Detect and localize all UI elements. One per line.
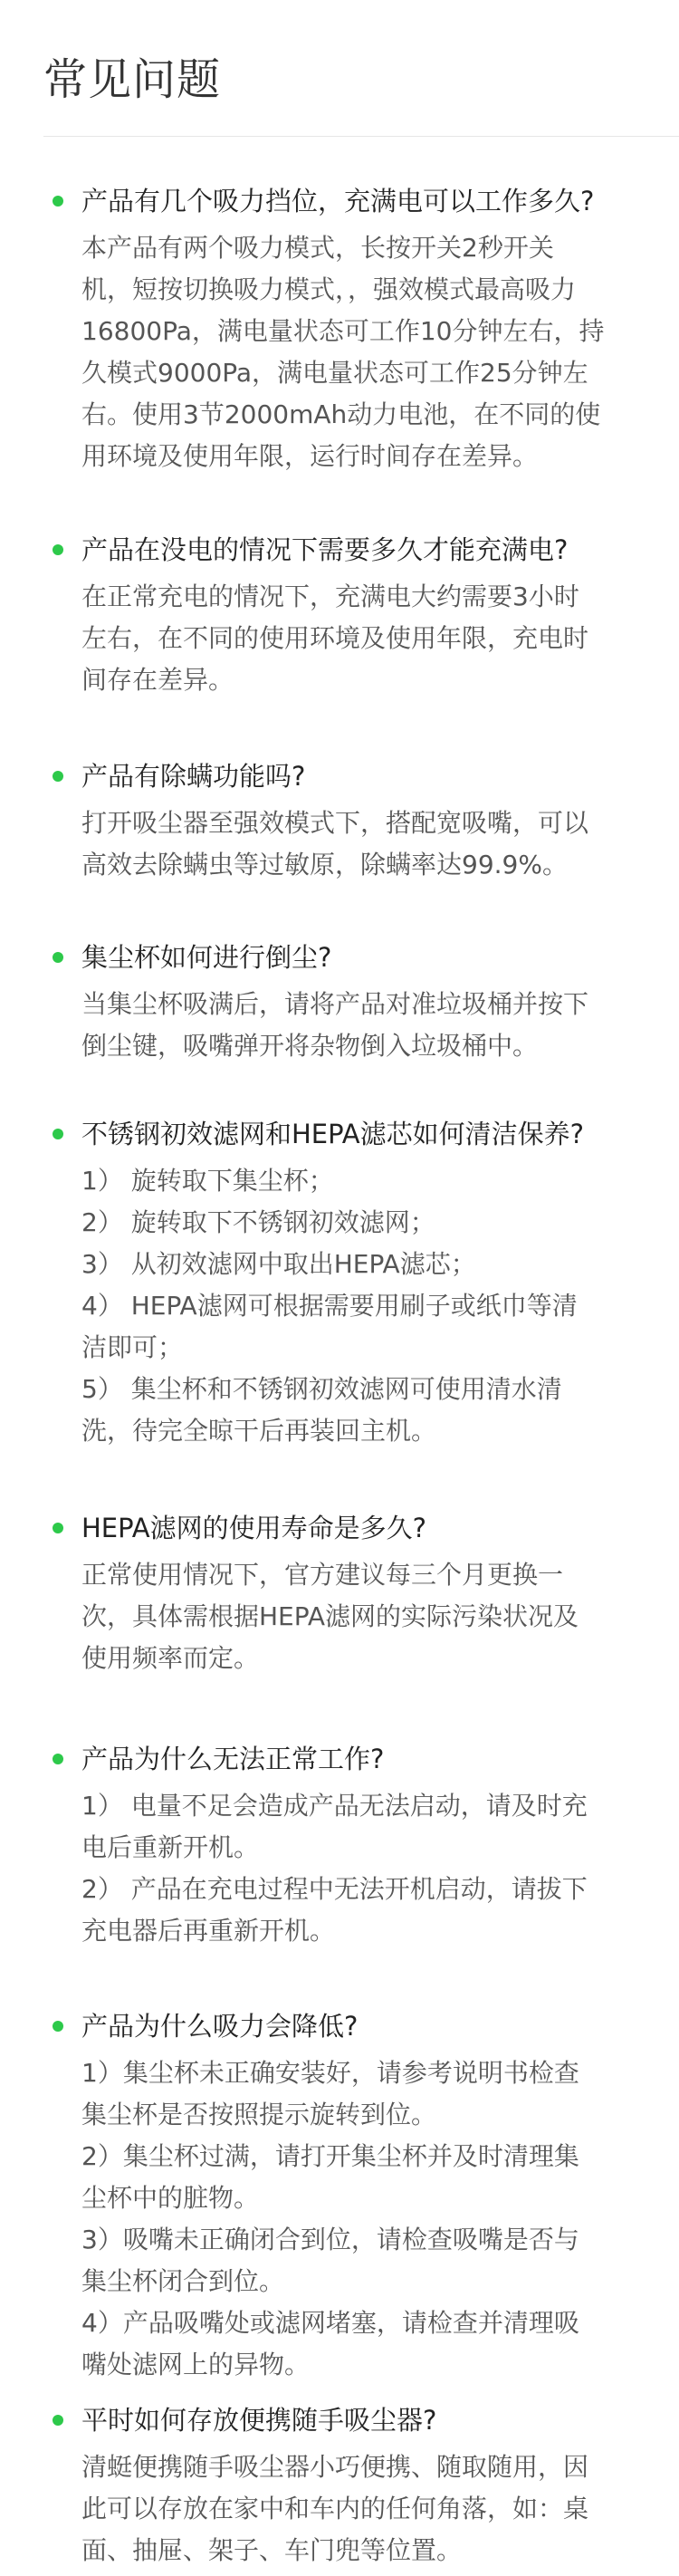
green-dot-icon bbox=[53, 1129, 63, 1139]
faq-question-row bbox=[0, 2396, 679, 2446]
faq-answer-line: 用环境及使用年限，运行时间存在差异。 bbox=[81, 441, 539, 471]
green-dot-icon bbox=[53, 1754, 63, 1764]
faq-item bbox=[0, 177, 679, 477]
faq-question-row bbox=[0, 525, 679, 576]
faq-answer-line: 嘴处滤网上的异物。 bbox=[81, 2350, 311, 2379]
faq-answer-line: 2）集尘杯过满，请打开集尘杯并及时清理集 bbox=[81, 2141, 579, 2171]
faq-answer-line: 1）集尘杯未正确安装好，请参考说明书检查 bbox=[81, 2058, 579, 2088]
faq-answer-line: 高效去除螨虫等过敏原，除螨率达99.9%。 bbox=[81, 850, 568, 879]
faq-answer-line: 3）吸嘴未正确闭合到位，请检查吸嘴是否与 bbox=[81, 2225, 579, 2254]
faq-answer-line: 机，短按切换吸力模式，，强效模式最高吸力 bbox=[81, 274, 577, 304]
green-dot-icon bbox=[53, 2021, 63, 2032]
faq-item bbox=[0, 1735, 679, 1952]
green-dot-icon bbox=[53, 771, 63, 782]
faq-answer-line: 倒尘键，吸嘴弹开将杂物倒入垃圾桶中。 bbox=[81, 1031, 539, 1061]
faq-question: 产品有几个吸力挡位，充满电可以工作多久? bbox=[81, 186, 595, 216]
faq-answer-line: 间存在差异。 bbox=[81, 665, 234, 695]
faq-question: 产品有除螨功能吗? bbox=[81, 761, 306, 792]
faq-question-row bbox=[0, 752, 679, 803]
faq-item bbox=[0, 933, 679, 1067]
green-dot-icon bbox=[53, 2415, 63, 2426]
faq-answer-line: 3） 从初效滤网中取出HEPA滤芯； bbox=[81, 1249, 476, 1279]
faq-question: 不锈钢初效滤网和HEPA滤芯如何清洁保养? bbox=[81, 1119, 584, 1149]
faq-answer-line: 面、抽屉、架子、车门兜等位置。 bbox=[81, 2535, 463, 2565]
faq-answer bbox=[81, 803, 643, 886]
faq-answer-line: 久模式9000Pa，满电量状态可工作25分钟左 bbox=[81, 358, 588, 388]
faq-answer-line: 洁即可； bbox=[81, 1332, 184, 1362]
faq-item bbox=[0, 1110, 679, 1452]
faq-answer-line: 在正常充电的情况下，充满电大约需要3小时 bbox=[81, 582, 579, 611]
faq-question-row bbox=[0, 1504, 679, 1554]
faq-answer-line: 本产品有两个吸力模式，长按开关2秒开关 bbox=[81, 233, 554, 263]
faq-answer bbox=[81, 1160, 643, 1452]
faq-question-row bbox=[0, 2002, 679, 2052]
faq-item bbox=[0, 1504, 679, 1679]
faq-answer-line: 左右，在不同的使用环境及使用年限，充电时 bbox=[81, 623, 589, 653]
faq-answer-line: 尘杯中的脏物。 bbox=[81, 2183, 260, 2213]
faq-answer-line: 4）产品吸嘴处或滤网堵塞，请检查并清理吸 bbox=[81, 2308, 579, 2338]
faq-answer-line: 2） 旋转取下不锈钢初效滤网； bbox=[81, 1207, 435, 1237]
faq-answer-line: 1） 旋转取下集尘杯； bbox=[81, 1166, 334, 1196]
faq-question: 产品为什么无法正常工作? bbox=[81, 1744, 385, 1774]
page-title: 常见问题 bbox=[43, 54, 222, 105]
faq-answer-line: 使用频率而定。 bbox=[81, 1643, 260, 1673]
faq-answer bbox=[81, 227, 643, 477]
faq-item bbox=[0, 525, 679, 701]
faq-answer-line: 打开吸尘器至强效模式下，搭配宽吸嘴，可以 bbox=[81, 808, 589, 838]
faq-answer bbox=[81, 1785, 643, 1952]
green-dot-icon bbox=[53, 952, 63, 963]
faq-question: 产品在没电的情况下需要多久才能充满电? bbox=[81, 534, 569, 565]
faq-answer bbox=[81, 2446, 643, 2571]
faq-question-row bbox=[0, 1735, 679, 1785]
faq-answer-line: 次，具体需根据HEPA滤网的实际污染状况及 bbox=[81, 1601, 579, 1631]
faq-answer-line: 5） 集尘杯和不锈钢初效滤网可使用清水清 bbox=[81, 1374, 562, 1404]
faq-answer-line: 电后重新开机。 bbox=[81, 1832, 260, 1862]
faq-answer-line: 4） HEPA滤网可根据需要用刷子或纸巾等清 bbox=[81, 1291, 578, 1321]
green-dot-icon bbox=[53, 544, 63, 555]
faq-answer-line: 洗，待完全晾干后再装回主机。 bbox=[81, 1416, 437, 1446]
faq-question: 产品为什么吸力会降低? bbox=[81, 2011, 359, 2042]
faq-answer-line: 正常使用情况下，官方建议每三个月更换一 bbox=[81, 1560, 564, 1590]
faq-answer-line: 清蜓便携随手吸尘器小巧便携、随取随用，因 bbox=[81, 2452, 589, 2482]
faq-question: 集尘杯如何进行倒尘? bbox=[81, 942, 332, 973]
faq-question-row bbox=[0, 177, 679, 227]
green-dot-icon bbox=[53, 1523, 63, 1533]
faq-question-row bbox=[0, 1110, 679, 1160]
faq-question: 平时如何存放便携随手吸尘器? bbox=[81, 2405, 437, 2436]
faq-item bbox=[0, 752, 679, 886]
faq-answer bbox=[81, 576, 643, 701]
faq-answer bbox=[81, 1554, 643, 1679]
faq-item bbox=[0, 2396, 679, 2571]
faq-item bbox=[0, 2002, 679, 2386]
faq-question: HEPA滤网的使用寿命是多久? bbox=[81, 1513, 426, 1543]
faq-answer-line: 集尘杯是否按照提示旋转到位。 bbox=[81, 2100, 437, 2129]
faq-answer-line: 2） 产品在充电过程中无法开机启动，请拔下 bbox=[81, 1874, 588, 1904]
faq-answer-line: 当集尘杯吸满后，请将产品对准垃圾桶并按下 bbox=[81, 989, 589, 1019]
faq-answer-line: 右。使用3节2000mAh动力电池，在不同的使 bbox=[81, 399, 601, 429]
green-dot-icon bbox=[53, 196, 63, 207]
faq-question-row bbox=[0, 933, 679, 984]
title-divider bbox=[43, 136, 679, 137]
faq-answer-line: 1） 电量不足会造成产品无法启动，请及时充 bbox=[81, 1791, 588, 1821]
faq-answer-line: 此可以存放在家中和车内的任何角落，如：桌 bbox=[81, 2494, 589, 2523]
faq-answer-line: 16800Pa，满电量状态可工作10分钟左右，持 bbox=[81, 316, 605, 346]
faq-answer-line: 集尘杯闭合到位。 bbox=[81, 2266, 285, 2296]
faq-answer-line: 充电器后再重新开机。 bbox=[81, 1916, 336, 1946]
faq-answer bbox=[81, 984, 643, 1067]
faq-answer bbox=[81, 2052, 643, 2386]
